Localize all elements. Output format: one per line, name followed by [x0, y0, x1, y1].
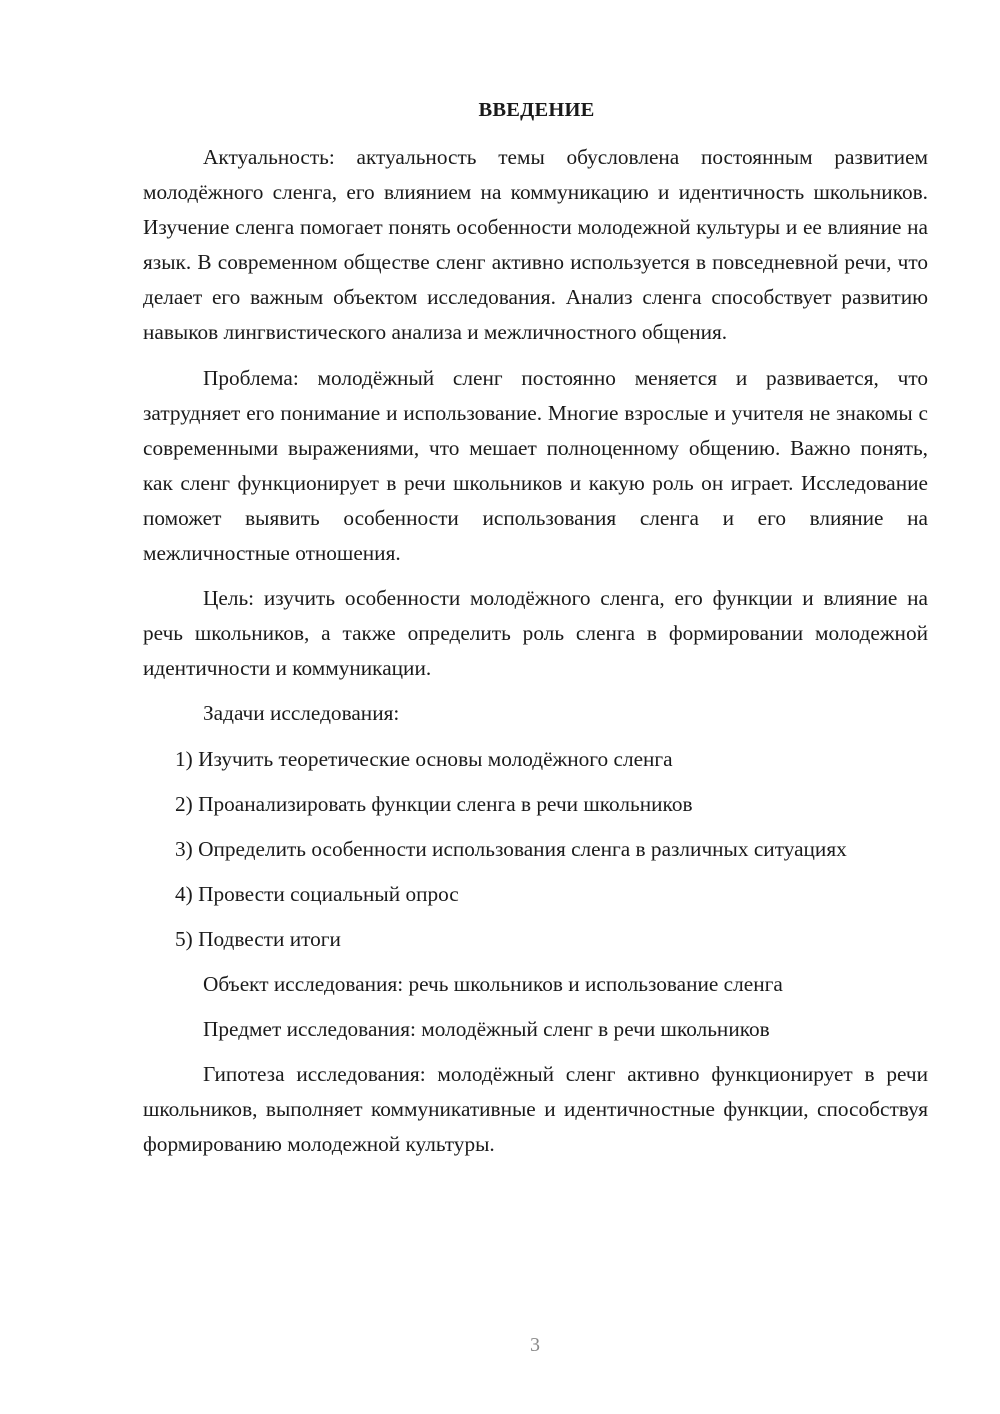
tasks-list — [143, 742, 928, 957]
page-number: 3 — [530, 1334, 540, 1356]
paragraph-hypothesis: Гипотеза исследования: молодёжный сленг активно функционирует в речи школьников, выполняет коммуникативные и идентичностные функции, способствуя формированию молодежной культуры. — [143, 1062, 928, 1157]
task-item: 2) Проанализировать функции сленга в речи школьников — [175, 791, 693, 816]
tasks-title: Задачи исследования: — [203, 701, 400, 726]
task-item: 5) Подвести итоги — [175, 926, 341, 951]
paragraph-goal: Цель: изучить особенности молодёжного сленга, его функции и влияние на речь школьников, а также определить роль сленга в формировании молодежной идентичности и коммуникации. — [143, 586, 928, 681]
task-item: 3) Определить особенности использования сленга в различных ситуациях — [175, 836, 847, 861]
paragraph-problem: Проблема: молодёжный сленг постоянно меняется и развивается, что затрудняет его понимание и использование. Многие взрослые и учителя не знакомы с современными выражениями, что мешает полноценному общению. Важно понять, как сленг функционирует в речи школьников и какую роль он играет. Исследование поможет выявить особенности использования сленга и его влияние на межличностные отношения. — [143, 365, 928, 566]
paragraph-subject: Предмет исследования: молодёжный сленг в речи школьников — [203, 1017, 770, 1042]
section-heading: ВВЕДЕНИЕ — [478, 99, 595, 121]
paragraph-relevance: Актуальность: актуальность темы обусловлена постоянным развитием молодёжного сленга, его влиянием на коммуникацию и идентичность школьников. Изучение сленга помогает понять особенности молодежной культуры и ее влияние на язык. В современном обществе сленг активно используется в повседневной речи, что делает его важным объектом исследования. Анализ сленга способствует развитию навыков лингвистического анализа и межличностного общения. — [143, 145, 928, 345]
paragraph-object: Объект исследования: речь школьников и использование сленга — [203, 971, 783, 996]
task-item: 4) Провести социальный опрос — [175, 881, 459, 906]
page-content — [143, 93, 928, 1162]
task-item: 1) Изучить теоретические основы молодёжного сленга — [175, 746, 673, 771]
